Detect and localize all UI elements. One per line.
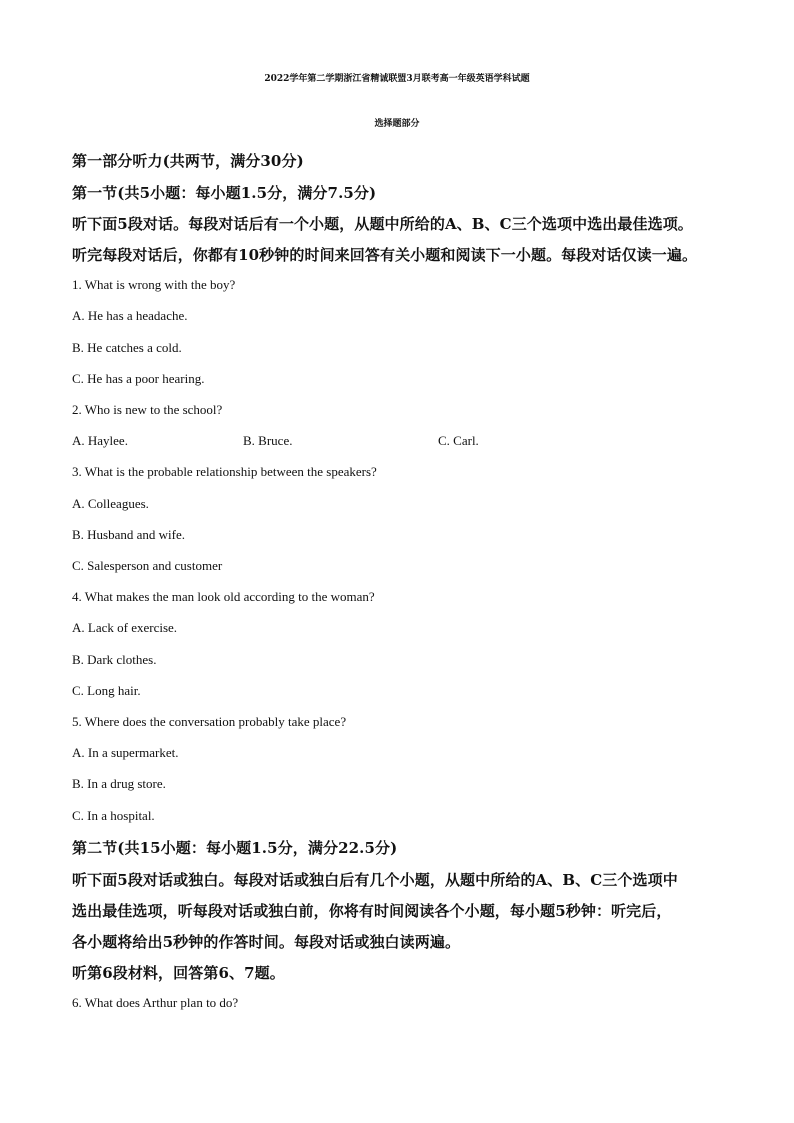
- question-stem: 5. Where does the conversation probably take place?: [72, 714, 347, 729]
- material-heading: 听第6段材料，回答第6、7题。: [72, 964, 285, 982]
- section2-heading: 第二节(共15小题：每小题1.5分，满分22.5分): [72, 839, 398, 857]
- question-stem: 3. What is the probable relationship between the speakers?: [72, 464, 377, 479]
- option-a: A. Haylee.: [72, 433, 128, 448]
- section2-instruction-line: 听下面5段对话或独白。每段对话或独白后有几个小题，从题中所给的A、B、C三个选项中: [72, 871, 678, 889]
- section1-heading: 第一节(共5小题：每小题1.5分，满分7.5分): [72, 184, 377, 202]
- question-stem: 1. What is wrong with the boy?: [72, 277, 236, 292]
- question-stem: 4. What makes the man look old according to the woman?: [72, 589, 375, 604]
- option-a: A. He has a headache.: [72, 308, 188, 323]
- section1-instruction-line: 听下面5段对话。每段对话后有一个小题，从题中所给的A、B、C三个选项中选出最佳选项。: [72, 215, 693, 233]
- option-c: C. In a hospital.: [72, 808, 155, 823]
- option-b: B. Dark clothes.: [72, 652, 157, 667]
- option-c: C. He has a poor hearing.: [72, 371, 205, 386]
- option-b: B. Bruce.: [243, 433, 293, 448]
- option-b: B. Husband and wife.: [72, 527, 186, 542]
- option-b: B. He catches a cold.: [72, 340, 182, 355]
- option-c: C. Carl.: [438, 433, 479, 448]
- option-a: A. In a supermarket.: [72, 745, 179, 760]
- question-stem: 6. What does Arthur plan to do?: [72, 995, 239, 1010]
- option-b: B. In a drug store.: [72, 776, 166, 791]
- option-c: C. Salesperson and customer: [72, 558, 223, 573]
- page-title: 2022学年第二学期浙江省精诚联盟3月联考高一年级英语学科试题: [264, 74, 530, 84]
- page-subtitle: 选择题部分: [374, 119, 420, 129]
- part1-heading: 第一部分听力(共两节，满分30分): [72, 152, 304, 170]
- option-a: A. Lack of exercise.: [72, 620, 178, 635]
- option-c: C. Long hair.: [72, 683, 141, 698]
- section2-instruction-line: 选出最佳选项，听每段对话或独白前，你将有时间阅读各个小题，每小题5秒钟：听完后，: [72, 902, 672, 920]
- question-stem: 2. Who is new to the school?: [72, 402, 223, 417]
- section2-instruction-line: 各小题将给出5秒钟的作答时间。每段对话或独白读两遍。: [72, 933, 461, 951]
- section1-instruction-line: 听完每段对话后，你都有10秒钟的时间来回答有关小题和阅读下一小题。每段对话仅读一遍。: [72, 246, 698, 264]
- option-a: A. Colleagues.: [72, 496, 149, 511]
